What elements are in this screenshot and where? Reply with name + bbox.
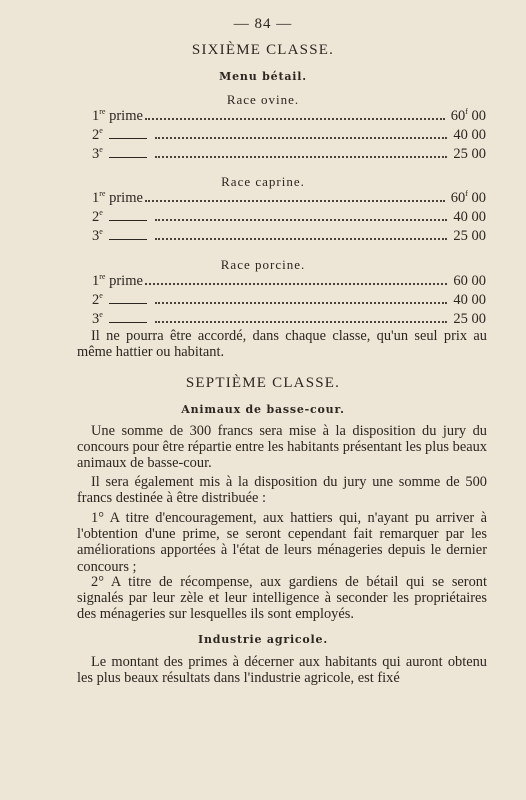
prize-label: 2e	[92, 208, 103, 225]
sixth-class-subtitle: Menu bétail.	[219, 70, 307, 83]
leader-dots	[145, 200, 445, 202]
prize-row	[92, 311, 486, 329]
leader-dots	[155, 156, 448, 158]
seventh-class-title: SEPTIÈME CLASSE.	[185, 375, 341, 391]
prize-row	[92, 127, 486, 145]
prize-row	[92, 292, 486, 310]
prize-value: 60 00	[453, 273, 486, 289]
prize-row	[92, 190, 486, 208]
prize-value: 40 00	[453, 292, 486, 308]
ditto-dash	[109, 157, 147, 158]
prize-value: 25 00	[453, 311, 486, 327]
industry-subtitle: Industrie agricole.	[198, 633, 328, 646]
prize-label: 1re prime	[92, 107, 143, 124]
prize-value: 25 00	[453, 146, 486, 162]
leader-dots	[155, 321, 448, 323]
prize-label: 3e	[92, 227, 103, 244]
paragraph: Le montant des primes à décerner aux habitants qui auront obtenu les plus beaux résultats dans l'industrie agricole, est fixé	[77, 654, 487, 687]
prize-row	[92, 228, 486, 246]
ditto-dash	[109, 138, 147, 139]
ditto-dash	[109, 220, 147, 221]
leader-dots	[155, 238, 448, 240]
prize-value: 40 00	[453, 127, 486, 143]
prize-label: 2e	[92, 126, 103, 143]
leader-dots	[145, 118, 445, 120]
sixth-class-note: Il ne pourra être accordé, dans chaque classe, qu'un seul prix au même hattier ou habitant.	[77, 328, 487, 361]
prize-value: 25 00	[453, 228, 486, 244]
ditto-dash	[109, 239, 147, 240]
paragraph: 1° A titre d'encouragement, aux hattiers qui, n'ayant pu arriver à l'obtention d'une prime, se seront cependant fait remarquer par les améliorations apportées à l'état de leurs ménageries depuis le dernier concours ;	[77, 510, 487, 575]
leader-dots	[155, 302, 448, 304]
prize-value: 60$^f$ 00	[450, 189, 486, 206]
prize-value: 40 00	[453, 209, 486, 225]
prize-value: 60$^f$ 00	[450, 107, 486, 124]
prize-label: 1re prime	[92, 272, 143, 289]
prize-row	[92, 146, 486, 164]
leader-dots	[145, 283, 447, 285]
prize-label: 2e	[92, 291, 103, 308]
sixth-class-title: SIXIÈME CLASSE.	[191, 42, 335, 58]
prize-row	[92, 273, 486, 291]
leader-dots	[155, 219, 448, 221]
prize-row	[92, 108, 486, 126]
leader-dots	[155, 137, 448, 139]
prize-row	[92, 209, 486, 227]
paragraph: Une somme de 300 francs sera mise à la disposition du jury du concours pour être répartie entre les habitants présentant les plus beaux animaux de basse-cour.	[77, 423, 487, 472]
paragraph: Il sera également mis à la disposition du jury une somme de 500 francs destinée à être distribuée :	[77, 474, 487, 507]
prize-label: 3e	[92, 145, 103, 162]
race-heading-ovine: Race ovine.	[226, 92, 300, 107]
ditto-dash	[109, 322, 147, 323]
prize-label: 1re prime	[92, 189, 143, 206]
prize-label: 3e	[92, 310, 103, 327]
paragraph: 2° A titre de récompense, aux gardiens de bétail qui se seront signalés par leur zèle et leur intelligence à seconder les propriétaires des ménageries sur lesquelles ils sont employés.	[77, 574, 487, 623]
page-number: — 84 —	[233, 16, 293, 32]
race-heading-porcine: Race porcine.	[220, 257, 306, 272]
ditto-dash	[109, 303, 147, 304]
seventh-class-subtitle: Animaux de basse-cour.	[181, 403, 345, 416]
race-heading-caprine: Race caprine.	[221, 174, 305, 189]
